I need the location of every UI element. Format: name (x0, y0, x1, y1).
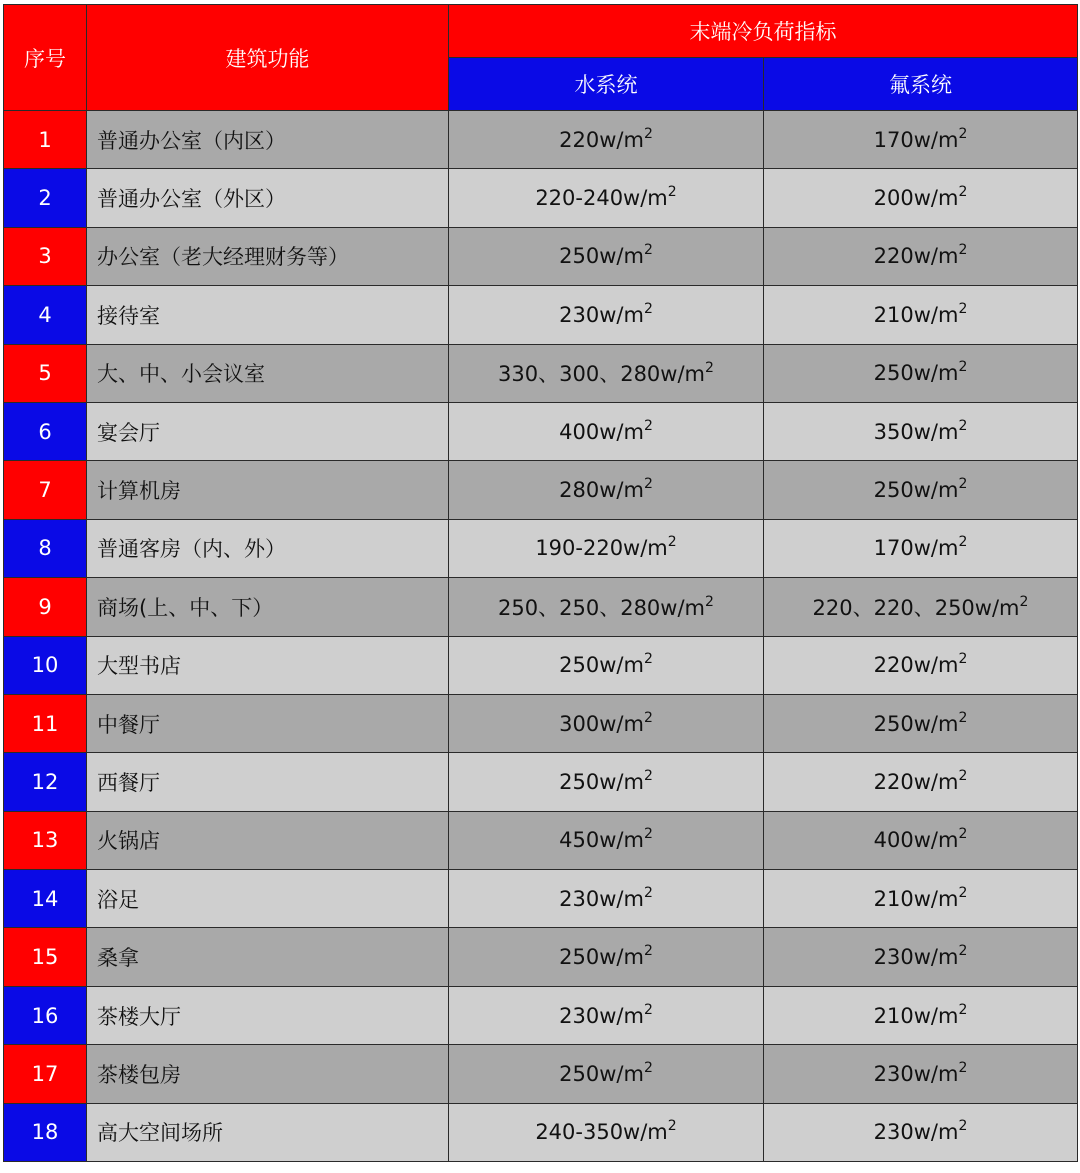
table-row (4, 986, 1078, 1044)
row-index: 17 (4, 1045, 87, 1103)
table-row (4, 402, 1078, 460)
unit-exponent: 2 (643, 651, 653, 668)
row-water-load (449, 111, 764, 169)
unit-exponent: 2 (643, 884, 653, 901)
table-row (4, 344, 1078, 402)
table-row (4, 227, 1078, 285)
water-load-value: 250w/m (559, 244, 644, 269)
row-building-function: 火锅店 (87, 811, 449, 869)
row-index: 18 (4, 1103, 87, 1161)
unit-exponent: 2 (643, 242, 653, 259)
unit-exponent: 2 (643, 826, 653, 843)
table-row (4, 636, 1078, 694)
row-water-load (449, 402, 764, 460)
freon-load-value: 170w/m (873, 536, 959, 561)
water-load-value: 230w/m (559, 1003, 644, 1028)
row-index: 8 (4, 519, 87, 577)
row-freon-load (764, 986, 1078, 1044)
unit-exponent: 2 (643, 1059, 653, 1076)
table-row (4, 578, 1078, 636)
unit-exponent: 2 (958, 1001, 968, 1018)
table-row (4, 461, 1078, 519)
unit-exponent: 2 (643, 767, 653, 784)
row-freon-load (764, 928, 1078, 986)
freon-load-value: 220w/m (873, 244, 959, 269)
row-building-function: 中餐厅 (87, 694, 449, 752)
header-freon-system: 氟系统 (764, 58, 1078, 111)
water-load-value: 250w/m (559, 653, 644, 678)
water-load-value: 250w/m (559, 945, 644, 970)
row-water-load (449, 344, 764, 402)
row-freon-load (764, 870, 1078, 928)
unit-exponent: 2 (643, 125, 653, 142)
unit-exponent: 2 (705, 593, 714, 610)
water-load-value: 240-350w/m (535, 1120, 668, 1145)
row-index: 13 (4, 811, 87, 869)
unit-exponent: 2 (958, 943, 968, 960)
unit-exponent: 2 (643, 943, 653, 960)
water-load-value: 300w/m (559, 711, 644, 736)
unit-exponent: 2 (958, 651, 968, 668)
row-index: 9 (4, 578, 87, 636)
row-building-function: 办公室（老大经理财务等） (87, 227, 449, 285)
row-index: 14 (4, 870, 87, 928)
row-building-function: 普通办公室（内区） (87, 111, 449, 169)
row-water-load (449, 578, 764, 636)
row-freon-load (764, 227, 1078, 285)
row-water-load (449, 928, 764, 986)
unit-exponent: 2 (667, 534, 677, 551)
freon-load-value: 250w/m (873, 711, 959, 736)
unit-exponent: 2 (958, 242, 968, 259)
row-index: 15 (4, 928, 87, 986)
unit-exponent: 2 (643, 300, 653, 317)
row-building-function: 计算机房 (87, 461, 449, 519)
row-freon-load (764, 519, 1078, 577)
unit-exponent: 2 (958, 359, 968, 376)
row-freon-load (764, 694, 1078, 752)
unit-exponent: 2 (667, 184, 677, 201)
row-water-load (449, 286, 764, 344)
water-load-value: 220-240w/m (535, 186, 668, 211)
row-water-load (449, 227, 764, 285)
freon-load-value: 230w/m (873, 1061, 959, 1086)
table-row (4, 286, 1078, 344)
unit-exponent: 2 (958, 125, 968, 142)
row-freon-load (764, 169, 1078, 227)
table-row (4, 928, 1078, 986)
row-building-function: 接待室 (87, 286, 449, 344)
row-freon-load (764, 402, 1078, 460)
row-water-load (449, 636, 764, 694)
water-load-value: 330、300、280w/m (498, 362, 706, 387)
unit-exponent: 2 (958, 417, 968, 434)
row-building-function: 普通办公室（外区） (87, 169, 449, 227)
freon-load-value: 200w/m (873, 186, 959, 211)
unit-exponent: 2 (958, 767, 968, 784)
unit-exponent: 2 (643, 417, 653, 434)
unit-exponent: 2 (1019, 593, 1029, 610)
water-load-value: 230w/m (559, 302, 644, 327)
freon-load-value: 220、220、250w/m (812, 595, 1020, 620)
table-row (4, 694, 1078, 752)
row-building-function: 商场(上、中、下） (87, 578, 449, 636)
row-freon-load (764, 111, 1078, 169)
row-water-load (449, 811, 764, 869)
row-water-load (449, 694, 764, 752)
table-row (4, 870, 1078, 928)
freon-load-value: 210w/m (873, 1003, 959, 1028)
header-index: 序号 (4, 5, 87, 111)
water-load-value: 450w/m (559, 828, 644, 853)
row-index: 1 (4, 111, 87, 169)
row-water-load (449, 870, 764, 928)
row-index: 11 (4, 694, 87, 752)
row-water-load (449, 986, 764, 1044)
water-load-value: 190-220w/m (535, 536, 668, 561)
freon-load-value: 220w/m (873, 769, 959, 794)
unit-exponent: 2 (958, 709, 968, 726)
freon-load-value: 250w/m (873, 361, 959, 386)
freon-load-value: 230w/m (873, 945, 959, 970)
unit-exponent: 2 (958, 300, 968, 317)
row-building-function: 高大空间场所 (87, 1103, 449, 1161)
freon-load-value: 220w/m (873, 653, 959, 678)
unit-exponent: 2 (958, 184, 968, 201)
row-building-function: 茶楼包房 (87, 1045, 449, 1103)
row-index: 3 (4, 227, 87, 285)
row-freon-load (764, 1045, 1078, 1103)
water-load-value: 220w/m (559, 127, 644, 152)
unit-exponent: 2 (958, 476, 968, 493)
freon-load-value: 210w/m (873, 302, 959, 327)
row-water-load (449, 1045, 764, 1103)
row-building-function: 桑拿 (87, 928, 449, 986)
water-load-value: 250、250、280w/m (498, 595, 706, 620)
row-freon-load (764, 1103, 1078, 1161)
row-building-function: 大型书店 (87, 636, 449, 694)
row-freon-load (764, 286, 1078, 344)
row-water-load (449, 1103, 764, 1161)
cooling-load-table-container (3, 4, 1077, 1162)
row-freon-load (764, 636, 1078, 694)
table-row (4, 1103, 1078, 1161)
row-water-load (449, 169, 764, 227)
water-load-value: 280w/m (559, 478, 644, 503)
table-row (4, 811, 1078, 869)
table-row (4, 753, 1078, 811)
header-water-system: 水系统 (449, 58, 764, 111)
unit-exponent: 2 (958, 826, 968, 843)
row-freon-load (764, 344, 1078, 402)
row-building-function: 大、中、小会议室 (87, 344, 449, 402)
unit-exponent: 2 (958, 884, 968, 901)
row-building-function: 宴会厅 (87, 402, 449, 460)
water-load-value: 250w/m (559, 769, 644, 794)
row-index: 6 (4, 402, 87, 460)
row-freon-load (764, 753, 1078, 811)
row-freon-load (764, 461, 1078, 519)
row-index: 2 (4, 169, 87, 227)
row-building-function: 茶楼大厅 (87, 986, 449, 1044)
unit-exponent: 2 (705, 360, 714, 377)
row-index: 7 (4, 461, 87, 519)
row-index: 5 (4, 344, 87, 402)
unit-exponent: 2 (958, 1059, 968, 1076)
freon-load-value: 210w/m (873, 886, 959, 911)
row-freon-load (764, 811, 1078, 869)
table-row (4, 519, 1078, 577)
row-water-load (449, 519, 764, 577)
row-index: 10 (4, 636, 87, 694)
unit-exponent: 2 (958, 1118, 968, 1135)
row-building-function: 浴足 (87, 870, 449, 928)
freon-load-value: 250w/m (873, 478, 959, 503)
table-body (4, 111, 1078, 1162)
row-index: 4 (4, 286, 87, 344)
unit-exponent: 2 (667, 1118, 677, 1135)
table-row (4, 169, 1078, 227)
water-load-value: 230w/m (559, 886, 644, 911)
unit-exponent: 2 (643, 476, 653, 493)
freon-load-value: 230w/m (873, 1120, 959, 1145)
header-cooling-load-index: 末端冷负荷指标 (449, 5, 1078, 58)
water-load-value: 400w/m (559, 419, 644, 444)
row-index: 12 (4, 753, 87, 811)
freon-load-value: 170w/m (873, 127, 959, 152)
row-building-function: 普通客房（内、外） (87, 519, 449, 577)
water-load-value: 250w/m (559, 1061, 644, 1086)
unit-exponent: 2 (643, 709, 653, 726)
row-water-load (449, 753, 764, 811)
row-water-load (449, 461, 764, 519)
table-row (4, 1045, 1078, 1103)
row-freon-load (764, 578, 1078, 636)
row-building-function: 西餐厅 (87, 753, 449, 811)
freon-load-value: 400w/m (873, 828, 959, 853)
header-building-function: 建筑功能 (87, 5, 449, 111)
unit-exponent: 2 (643, 1001, 653, 1018)
unit-exponent: 2 (958, 534, 968, 551)
freon-load-value: 350w/m (873, 419, 959, 444)
table-row (4, 111, 1078, 169)
cooling-load-table (3, 4, 1078, 1162)
row-index: 16 (4, 986, 87, 1044)
